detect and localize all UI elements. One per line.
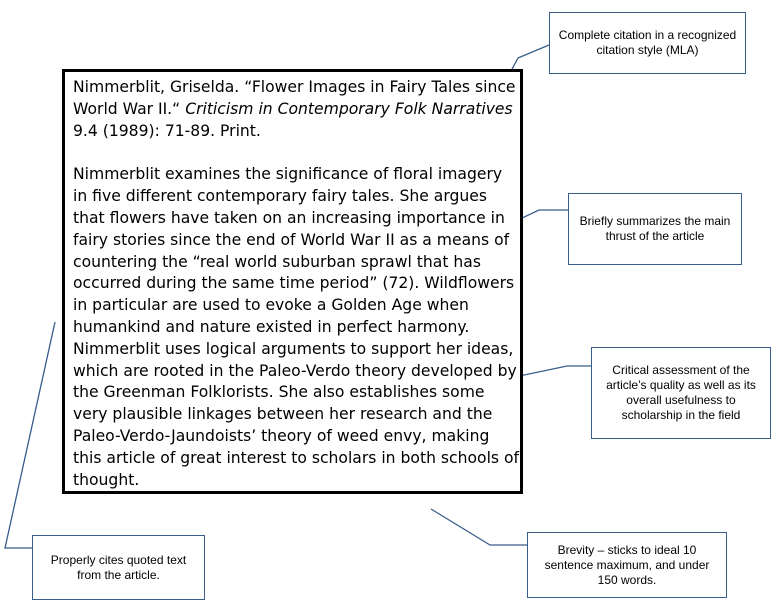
connector-quoted xyxy=(5,322,55,548)
citation-details: 9.4 (1989): 71-89. Print. xyxy=(73,121,261,140)
annotation-text: Nimmerblit examines the significance of floral imagery in five different contemporary fairy tales. She argues that flowers have taken on an increasing importance in fairy stories since the end of World War II as a means of countering the “real world suburban sprawl that has occurred during the same time period” (72). Wildflowers in particular are used to evoke a Golden Age when humankind and nature existed in perfect harmony. Nimmerblit uses logical arguments to support her ideas, which are rooted in the Paleo-Verdo theory developed by the Greenman Folklorists. She also establishes some very plausible linkages between her research and the Paleo-Verdo-Jaundoists’ theory of weed envy, making this article of great interest to scholars in both schools of thought. xyxy=(73,165,520,489)
connector-brevity xyxy=(431,509,527,545)
callout-summary: Briefly summarizes the main thrust of the article xyxy=(568,193,742,265)
callout-assessment: Critical assessment of the article’s quality as well as its overall usefulness to scholarship in the field xyxy=(591,347,771,439)
callout-quoted-text: Properly cites quoted text from the article. xyxy=(32,535,205,600)
callout-citation-style: Complete citation in a recognized citation style (MLA) xyxy=(549,12,746,74)
annotated-bibliography-entry xyxy=(62,69,523,494)
citation xyxy=(73,77,520,142)
citation-journal: Criticism in Contemporary Folk Narratives xyxy=(185,99,513,118)
callout-brevity: Brevity – sticks to ideal 10 sentence maximum, and under 150 words. xyxy=(527,532,727,598)
citation-author-title: Nimmerblit, Griselda. “Flower Images in Fairy Tales since World War II.“ xyxy=(73,78,516,118)
